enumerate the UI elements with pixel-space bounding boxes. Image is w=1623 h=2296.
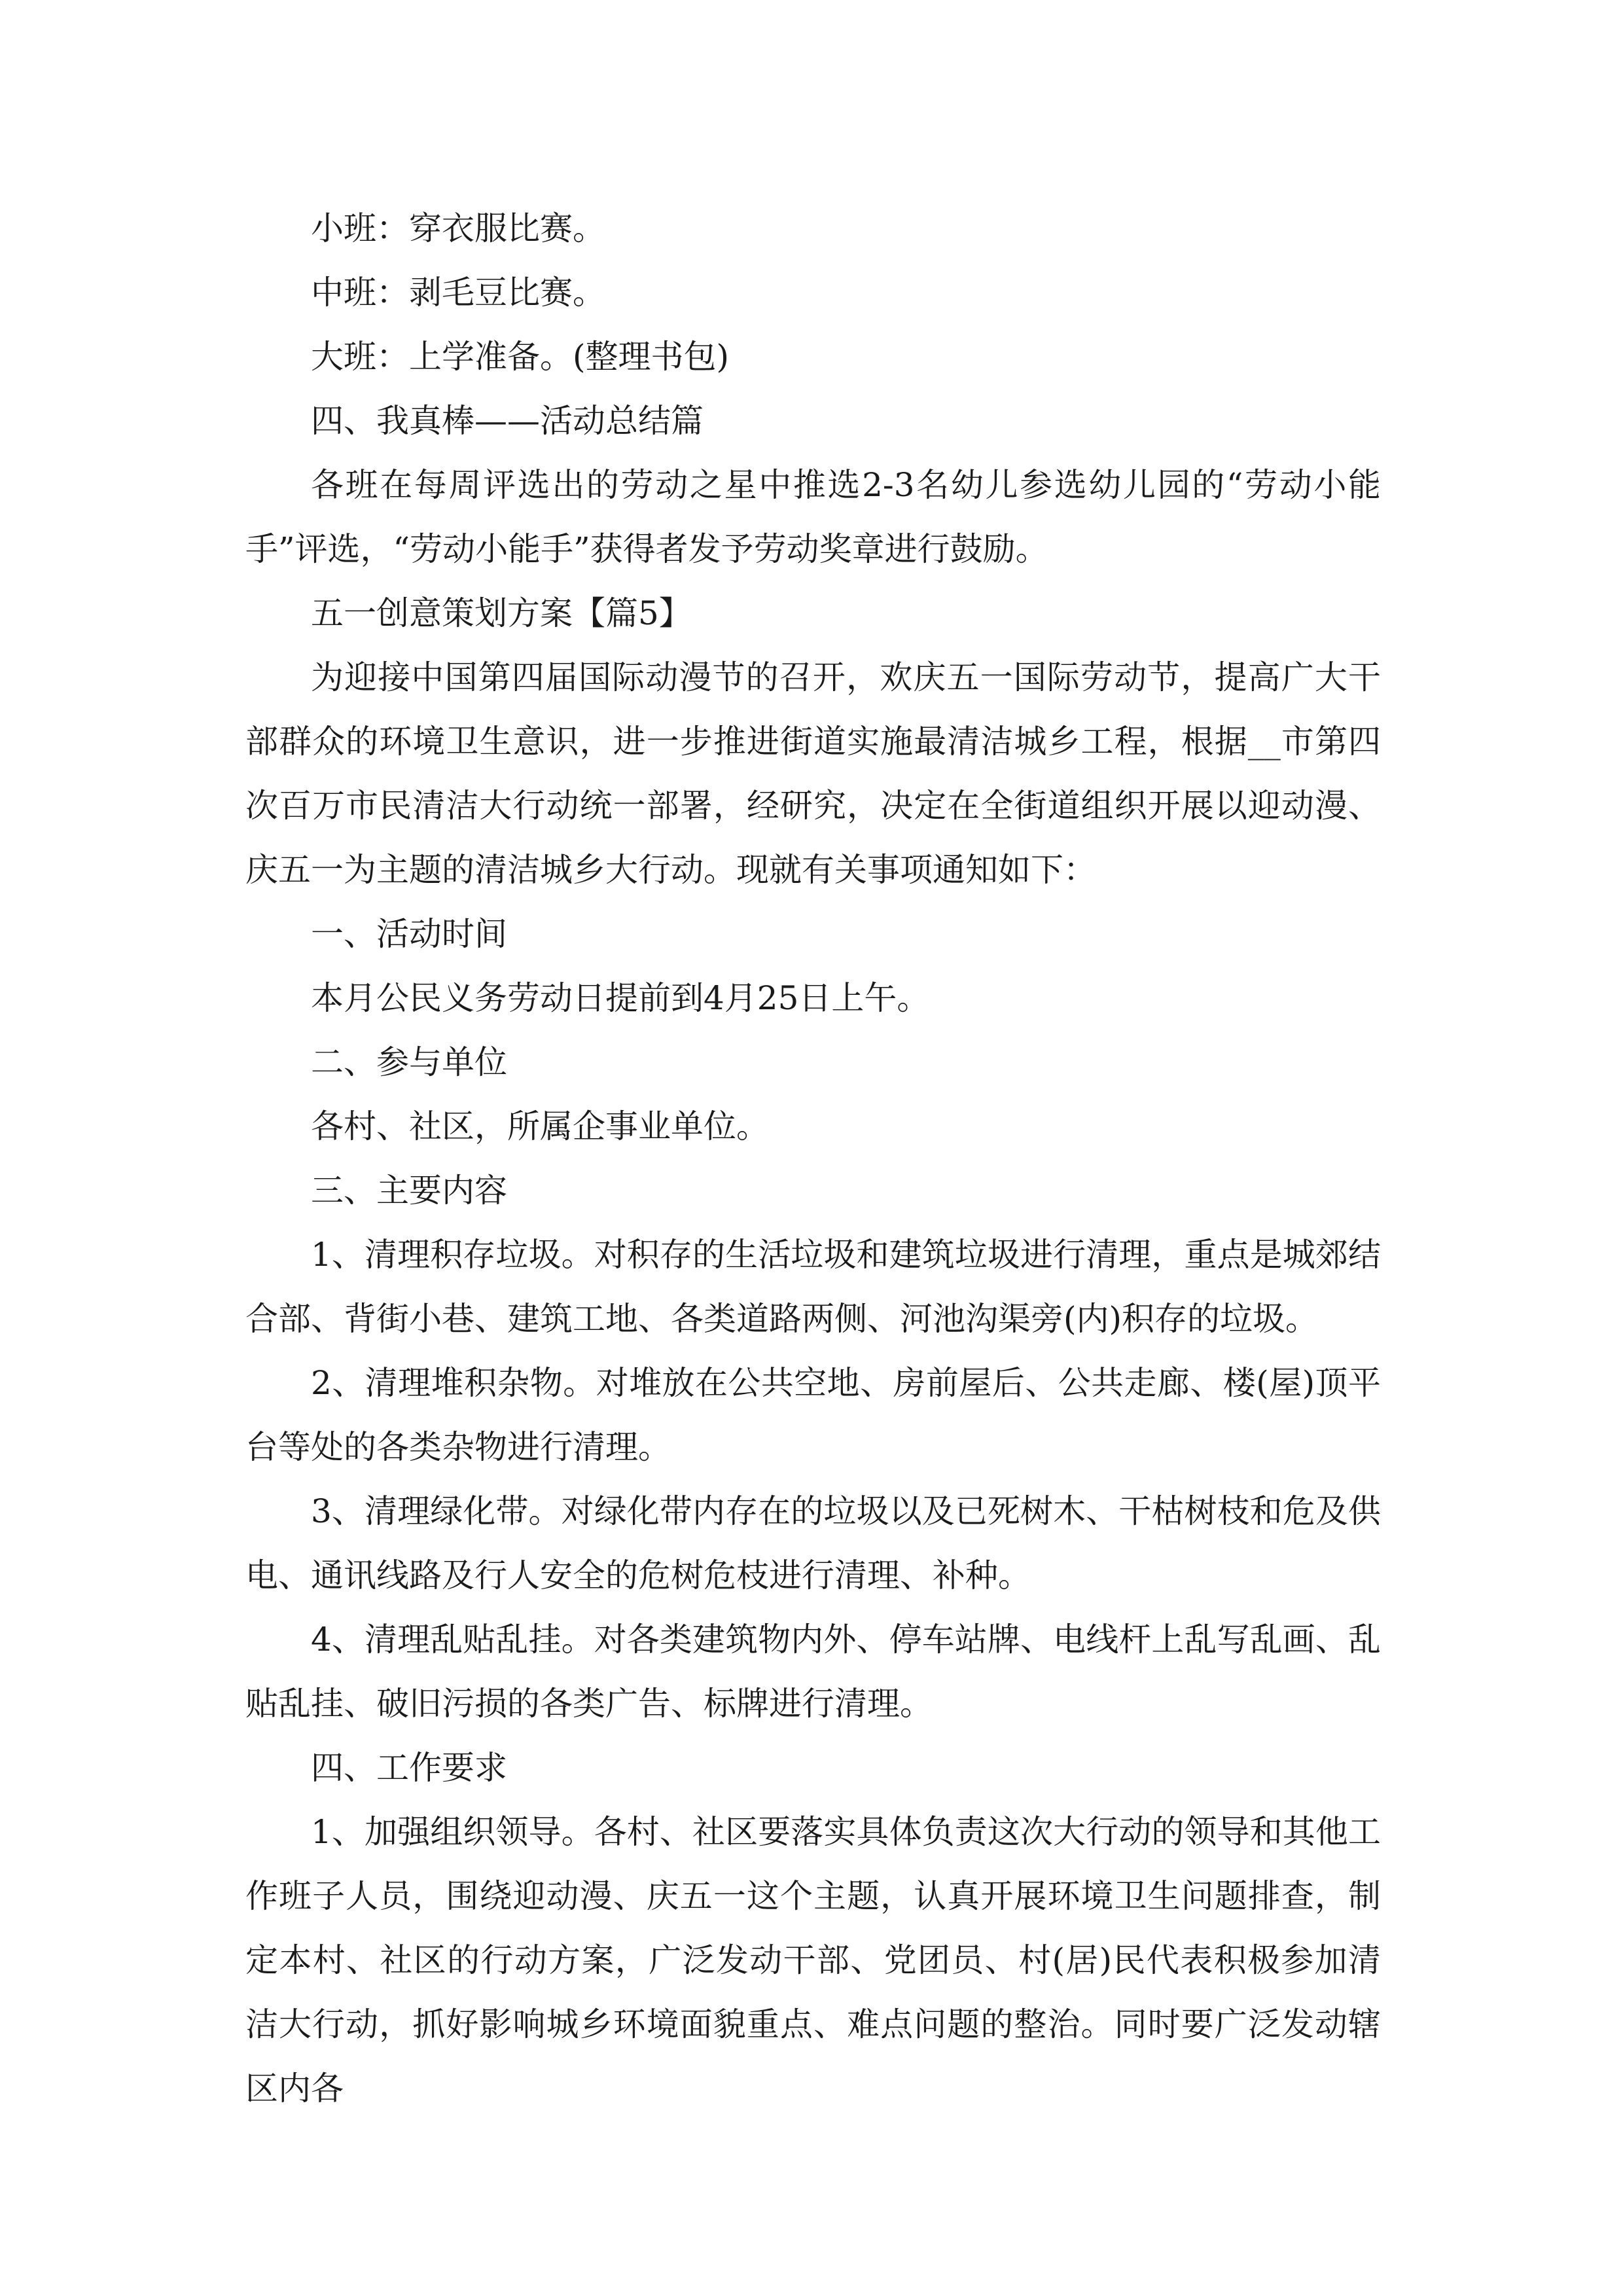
paragraph-middle-class: 中班：剥毛豆比赛。 xyxy=(311,274,605,312)
document-body xyxy=(245,196,1381,2121)
section-heading-requirements: 四、工作要求 xyxy=(311,1749,507,1787)
section-heading-summary: 四、我真棒——活动总结篇 xyxy=(311,402,704,440)
paragraph-selection: 各班在每周评选出的劳动之星中推选2-3名幼儿参选幼儿园的“劳动小能手”评选，“劳动小能手”获得者发予劳动奖章进行鼓励。 xyxy=(245,466,1381,568)
chapter-title: 五一创意策划方案【篇5】 xyxy=(311,594,692,632)
section-heading-units: 二、参与单位 xyxy=(311,1043,507,1081)
paragraph-intro: 为迎接中国第四届国际动漫节的召开，欢庆五一国际劳动节，提高广大干部群众的环境卫生意识，进一步推进街道实施最清洁城乡工程，根据__市第四次百万市民清洁大行动统一部署，经研究，决定在全街道组织开展以迎动漫、庆五一为主题的清洁城乡大行动。现就有关事项通知如下： xyxy=(245,658,1381,889)
paragraph-small-class: 小班：穿衣服比赛。 xyxy=(311,209,605,247)
paragraph-units: 各村、社区，所属企事业单位。 xyxy=(311,1107,769,1145)
paragraph-large-class: 大班：上学准备。(整理书包) xyxy=(311,338,730,376)
paragraph-item-2: 2、清理堆积杂物。对堆放在公共空地、房前屋后、公共走廊、楼(屋)顶平台等处的各类杂物进行清理。 xyxy=(245,1364,1381,1466)
paragraph-item-1: 1、清理积存垃圾。对积存的生活垃圾和建筑垃圾进行清理，重点是城郊结合部、背街小巷、建筑工地、各类道路两侧、河池沟渠旁(内)积存的垃圾。 xyxy=(245,1236,1381,1338)
paragraph-item-4: 4、清理乱贴乱挂。对各类建筑物内外、停车站牌、电线杆上乱写乱画、乱贴乱挂、破旧污损的各类广告、标牌进行清理。 xyxy=(245,1621,1381,1723)
section-heading-content: 三、主要内容 xyxy=(311,1172,507,1210)
paragraph-requirement-1: 1、加强组织领导。各村、社区要落实具体负责这次大行动的领导和其他工作班子人员，围绕迎动漫、庆五一这个主题，认真开展环境卫生问题排查，制定本村、社区的行动方案，广泛发动干部、党团员、村(居)民代表积极参加清洁大行动，抓好影响城乡环境面貌重点、难点问题的整治。同时要广泛发动辖区内各 xyxy=(245,1813,1381,2108)
paragraph-time: 本月公民义务劳动日提前到4月25日上午。 xyxy=(311,979,930,1017)
paragraph-item-3: 3、清理绿化带。对绿化带内存在的垃圾以及已死树木、干枯树枝和危及供电、通讯线路及行人安全的危树危枝进行清理、补种。 xyxy=(245,1492,1381,1594)
section-heading-time: 一、活动时间 xyxy=(311,915,507,953)
